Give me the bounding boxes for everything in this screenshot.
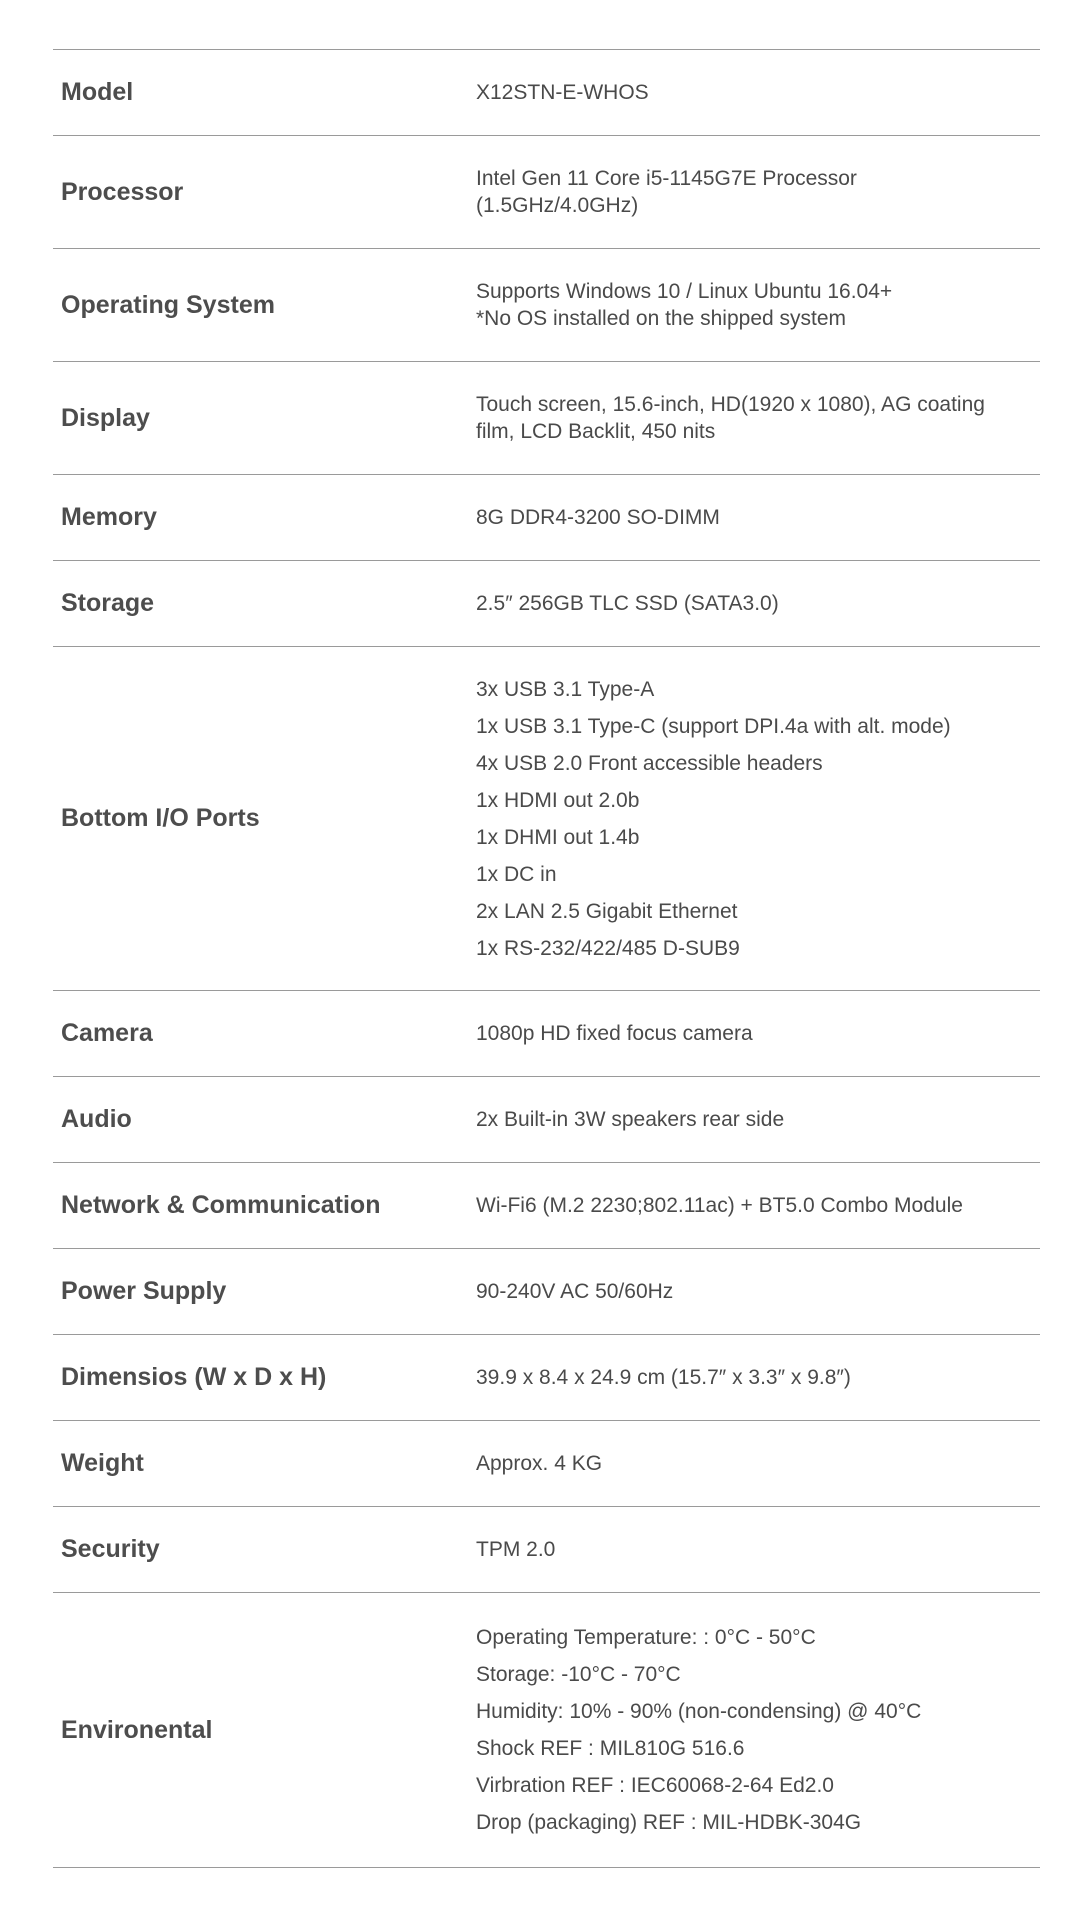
spec-row-security <box>53 1507 1040 1593</box>
spec-value <box>476 1278 1040 1305</box>
spec-value-line: 90-240V AC 50/60Hz <box>476 1280 674 1303</box>
spec-value <box>476 165 1040 219</box>
spec-value-line: film, LCD Backlit, 450 nits <box>476 420 716 443</box>
spec-label: Audio <box>61 1105 132 1133</box>
spec-value <box>476 391 1040 445</box>
spec-value-line: 1080p HD fixed focus camera <box>476 1022 753 1045</box>
spec-table <box>53 49 1040 1868</box>
spec-value <box>476 1619 1040 1841</box>
spec-value-line: Shock REF : MIL810G 516.6 <box>476 1737 745 1760</box>
spec-value <box>476 671 1040 967</box>
spec-row-network-communication <box>53 1163 1040 1249</box>
spec-value-line: TPM 2.0 <box>476 1538 556 1561</box>
spec-value <box>476 79 1040 106</box>
spec-row-audio <box>53 1077 1040 1163</box>
spec-value <box>476 1020 1040 1047</box>
spec-value <box>476 504 1040 531</box>
spec-row-bottom-io-ports <box>53 647 1040 991</box>
spec-value-line: Storage: -10°C - 70°C <box>476 1663 681 1686</box>
spec-label: Storage <box>61 589 155 617</box>
spec-value-line: 1x DC in <box>476 862 557 886</box>
spec-value-line: Drop (packaging) REF : MIL-HDBK-304G <box>476 1811 862 1834</box>
spec-row-camera <box>53 991 1040 1077</box>
spec-label: Environental <box>61 1715 213 1744</box>
spec-label: Security <box>61 1535 160 1563</box>
spec-value-line: 2x LAN 2.5 Gigabit Ethernet <box>476 899 738 923</box>
spec-value-line: Operating Temperature: : 0°C - 50°C <box>476 1626 816 1649</box>
spec-label: Memory <box>61 503 157 531</box>
spec-row-power-supply <box>53 1249 1040 1335</box>
spec-label: Model <box>61 78 134 106</box>
spec-row-storage <box>53 561 1040 647</box>
spec-value <box>476 1364 1040 1391</box>
spec-value-line: 3x USB 3.1 Type-A <box>476 677 655 701</box>
spec-label: Operating System <box>61 290 275 319</box>
spec-row-display <box>53 362 1040 475</box>
spec-label: Camera <box>61 1019 153 1047</box>
spec-label: Processor <box>61 177 184 206</box>
spec-value <box>476 1536 1040 1563</box>
spec-row-operating-system <box>53 249 1040 362</box>
spec-row-weight <box>53 1421 1040 1507</box>
spec-value-line: Approx. 4 KG <box>476 1452 603 1475</box>
spec-value <box>476 278 1040 332</box>
spec-value-line: 4x USB 2.0 Front accessible headers <box>476 751 823 775</box>
spec-row-dimensions <box>53 1335 1040 1421</box>
spec-row-memory <box>53 475 1040 561</box>
spec-value <box>476 1106 1040 1133</box>
spec-value-line: 2x Built-in 3W speakers rear side <box>476 1108 785 1131</box>
spec-label: Network & Communication <box>61 1191 381 1219</box>
spec-value-line: Virbration REF : IEC60068-2-64 Ed2.0 <box>476 1774 834 1797</box>
spec-value-line: 2.5″ 256GB TLC SSD (SATA3.0) <box>476 592 779 615</box>
spec-value-line: (1.5GHz/4.0GHz) <box>476 194 639 217</box>
spec-value-line: Touch screen, 15.6-inch, HD(1920 x 1080), AG coating <box>476 393 985 416</box>
spec-value-line: Intel Gen 11 Core i5-1145G7E Processor <box>476 167 857 190</box>
spec-value-line: Humidity: 10% - 90% (non-condensing) @ 40°C <box>476 1700 922 1723</box>
spec-value-line: 8G DDR4-3200 SO-DIMM <box>476 506 720 529</box>
spec-value-line: 1x DHMI out 1.4b <box>476 825 640 849</box>
spec-row-environmental <box>53 1593 1040 1868</box>
spec-row-model <box>53 50 1040 136</box>
spec-label: Display <box>61 403 150 432</box>
spec-value <box>476 1192 1040 1219</box>
spec-value-line: Wi-Fi6 (M.2 2230;802.11ac) + BT5.0 Combo Module <box>476 1194 963 1217</box>
spec-value-line: 1x USB 3.1 Type-C (support DPI.4a with alt. mode) <box>476 714 951 738</box>
spec-value-line: 39.9 x 8.4 x 24.9 cm (15.7″ x 3.3″ x 9.8″) <box>476 1366 851 1389</box>
spec-value <box>476 1450 1040 1477</box>
spec-value-line: Supports Windows 10 / Linux Ubuntu 16.04+ <box>476 280 893 303</box>
spec-label: Weight <box>61 1449 144 1477</box>
spec-label: Dimensios (W x D x H) <box>61 1363 327 1391</box>
spec-value-line: 1x RS-232/422/485 D-SUB9 <box>476 936 740 960</box>
spec-value-line: *No OS installed on the shipped system <box>476 307 847 330</box>
spec-value-line: X12STN-E-WHOS <box>476 81 649 104</box>
spec-label: Bottom I/O Ports <box>61 804 260 832</box>
spec-value <box>476 590 1040 617</box>
spec-row-processor <box>53 136 1040 249</box>
spec-value-line: 1x HDMI out 2.0b <box>476 788 640 812</box>
spec-label: Power Supply <box>61 1277 227 1305</box>
